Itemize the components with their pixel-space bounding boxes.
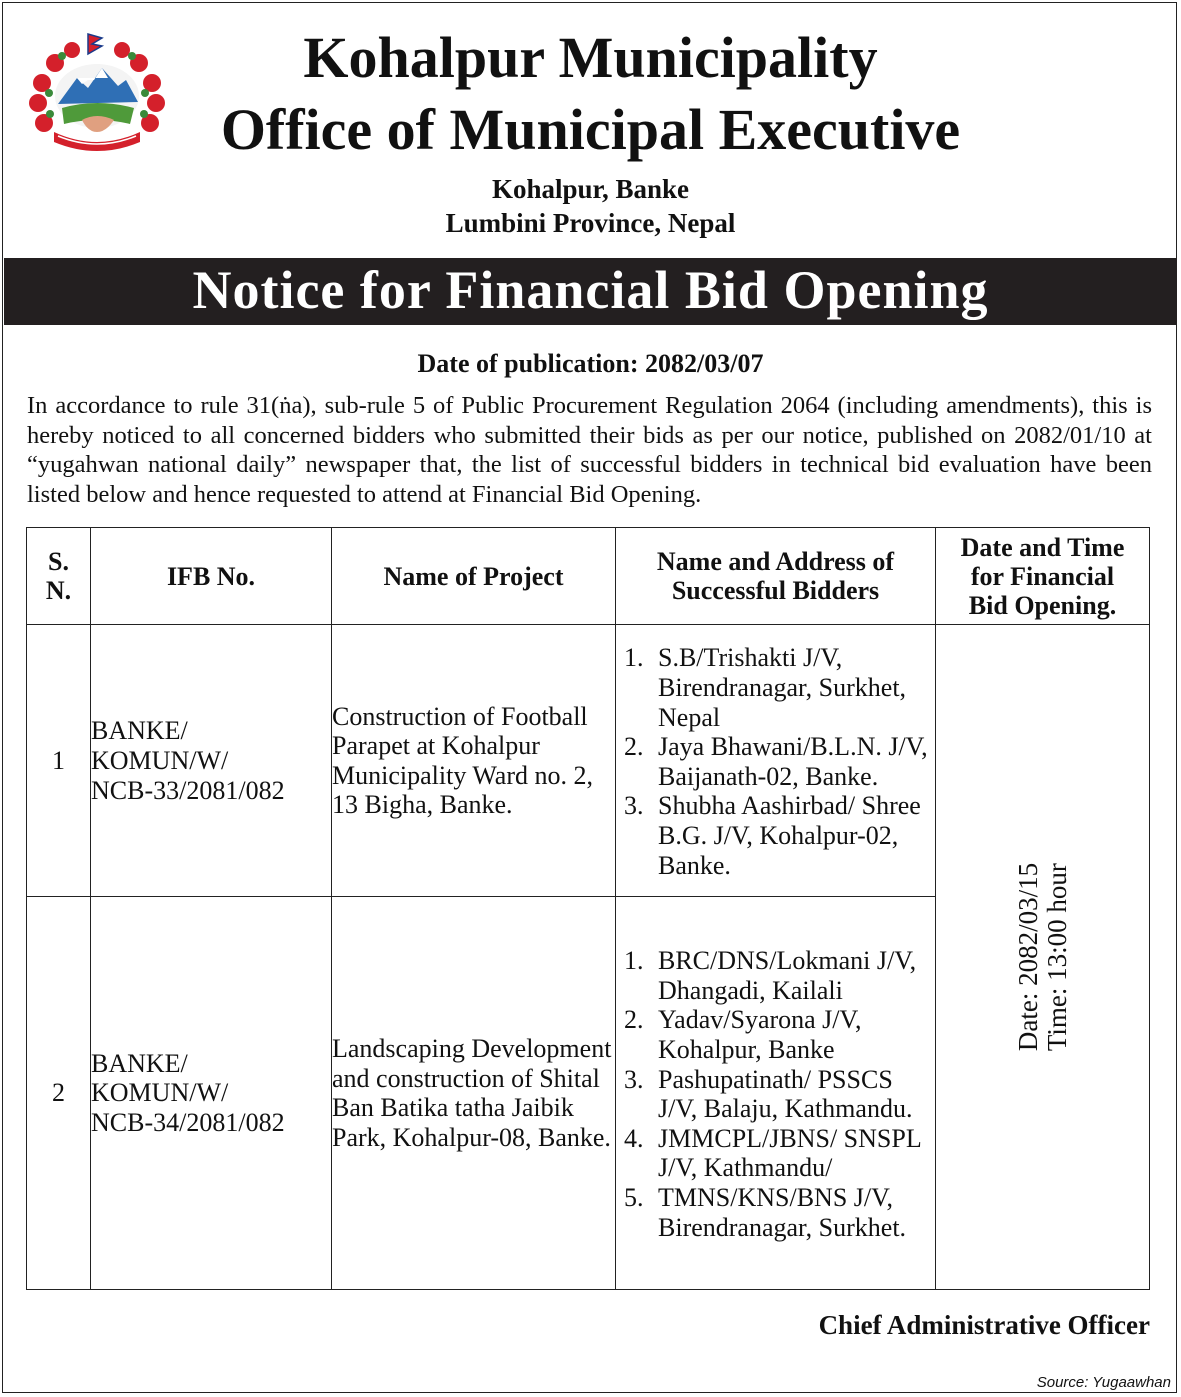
bidders-table — [26, 527, 1150, 1290]
bidder-item: 2. Yadav/Syarona J/V, Kohalpur, Banke — [650, 1005, 935, 1064]
row-project: Construction of Football Parapet at Kohalpur Municipality Ward no. 2, 13 Bigha, Banke. — [332, 625, 616, 897]
row-project: Landscaping Development and construction of Shital Ban Batika tatha Jaibik Park, Kohalpur-08, Banke. — [332, 897, 616, 1290]
bidder-item: 3. Pashupatinath/ PSSCS J/V, Balaju, Kathmandu. — [650, 1065, 935, 1124]
row-bidders — [616, 625, 936, 897]
bidder-item: 1. BRC/DNS/Lokmani J/V, Dhangadi, Kailali — [650, 946, 935, 1005]
notice-body: In accordance to rule 31(ṅa), sub-rule 5 of Public Procurement Regulation 2064 (including amendments), this is hereby noticed to all concerned bidders who submitted their bids as per our notice, published on 2082/01/10 at “yugahwan national daily” newspaper that, the list of successful bidders in technical bid evaluation have been listed below and hence requested to attend at Financial Bid Opening. — [27, 392, 1152, 508]
opening-date: Date: 2082/03/15 — [1012, 862, 1043, 1052]
bidder-item: 3. Shubha Aashirbad/ Shree B.G. J/V, Kohalpur-02, Banke. — [650, 791, 935, 880]
row-sn: 2 — [27, 897, 91, 1290]
table-row — [27, 625, 1150, 897]
address-line-1: Kohalpur, Banke — [491, 174, 690, 204]
header-project: Name of Project — [332, 528, 616, 625]
row-sn: 1 — [27, 625, 91, 897]
address-line-2: Lumbini Province, Nepal — [445, 208, 736, 238]
opening-date-cell — [936, 625, 1150, 1290]
header-date: Date and Time for Financial Bid Opening. — [936, 528, 1150, 625]
header-ifb: IFB No. — [91, 528, 332, 625]
header-bidders: Name and Address of Successful Bidders — [616, 528, 936, 625]
opening-time: Time: 13:00 hour — [1041, 863, 1072, 1052]
office-title: Office of Municipal Executive — [220, 97, 961, 162]
bidder-item: 4. JMMCPL/JBNS/ SNSPL J/V, Kathmandu/ — [650, 1124, 935, 1183]
row-ifb: BANKE/ KOMUN/W/ NCB-34/2081/082 — [91, 897, 332, 1290]
publication-date: Date of publication: 2082/03/07 — [417, 349, 764, 378]
bidder-item: 2. Jaya Bhawani/B.L.N. J/V, Baijanath-02, Banke. — [650, 732, 935, 791]
row-ifb: BANKE/ KOMUN/W/ NCB-33/2081/082 — [91, 625, 332, 897]
opening-datetime — [1014, 863, 1072, 1051]
table-header-row — [27, 528, 1150, 625]
notice-title-banner: Notice for Financial Bid Opening — [4, 258, 1177, 325]
bidder-item: 5. TMNS/KNS/BNS J/V, Birendranagar, Surkhet. — [650, 1183, 935, 1242]
municipality-title: Kohalpur Municipality — [303, 25, 878, 90]
bidder-item: 1. S.B/Trishakti J/V, Birendranagar, Surkhet, Nepal — [650, 643, 935, 732]
row-bidders — [616, 897, 936, 1290]
source-credit: Source: Yugaawhan — [1036, 1374, 1171, 1391]
signer-title: Chief Administrative Officer — [818, 1310, 1150, 1340]
header-sn: S. N. — [27, 528, 91, 625]
